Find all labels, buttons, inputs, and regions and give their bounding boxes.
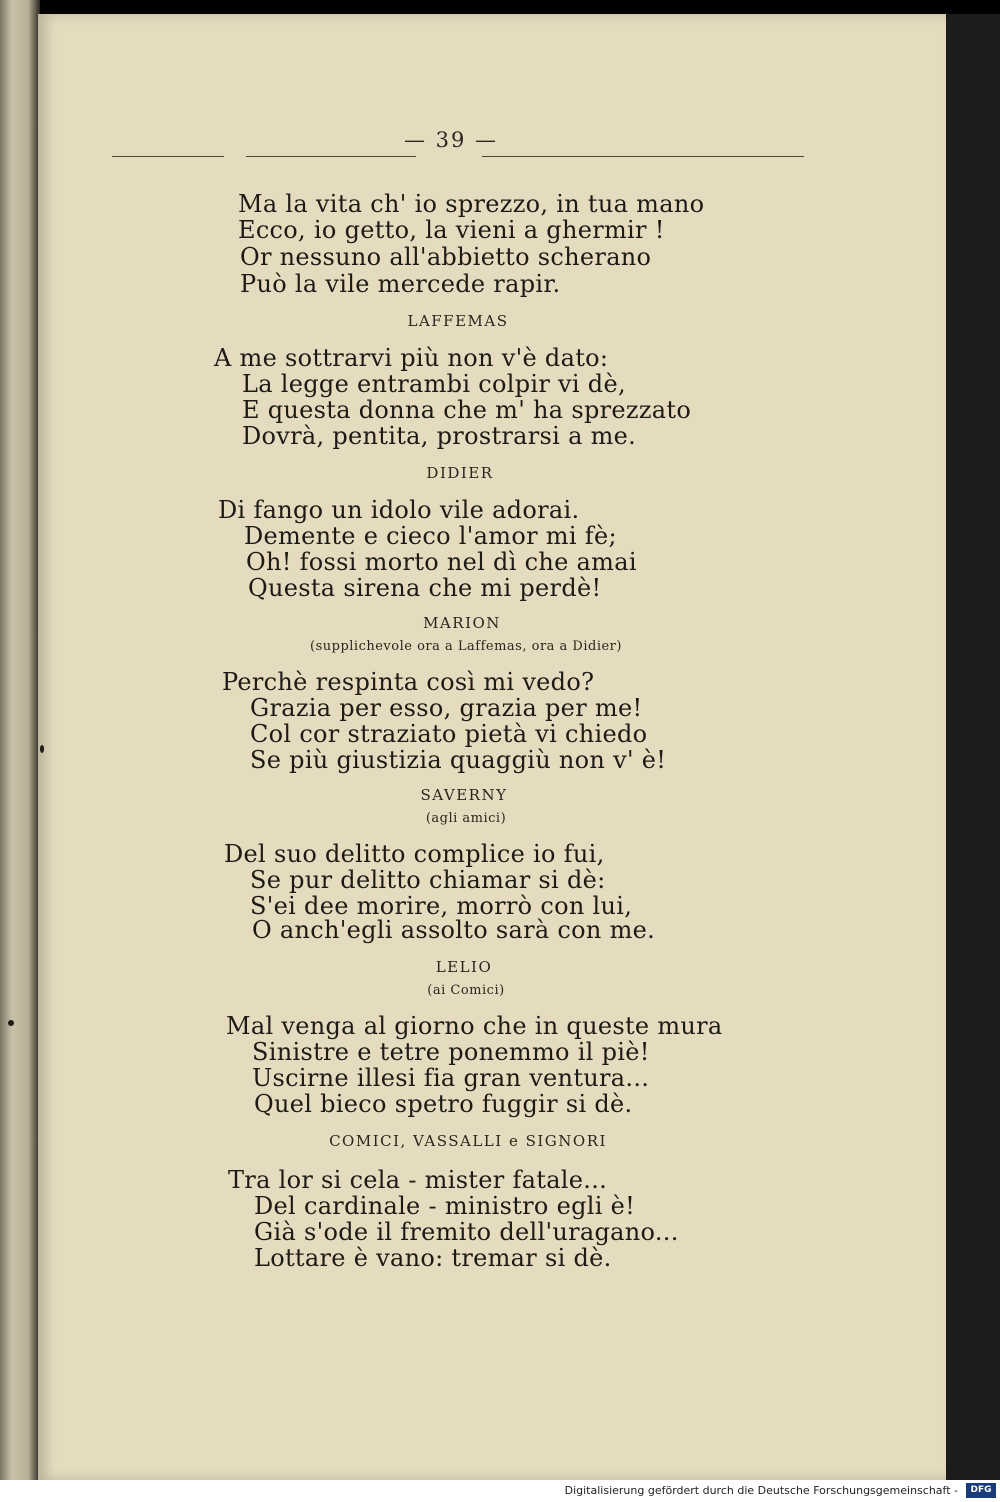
- verse-line: Perchè respinta così mi vedo?: [222, 668, 595, 696]
- stage-direction: (agli amici): [425, 811, 507, 826]
- verse-line: Ecco, io getto, la vieni a ghermir !: [238, 216, 665, 244]
- verse-line: Col cor straziato pietà vi chiedo: [250, 720, 648, 748]
- stage-direction: (ai Comici): [427, 983, 505, 998]
- dfg-logo: DFG: [966, 1483, 996, 1498]
- verse-line: Già s'ode il fremito dell'uragano...: [254, 1218, 679, 1246]
- verse-line: O anch'egli assolto sarà con me.: [252, 916, 656, 944]
- speaker-name: LAFFEMAS: [407, 312, 509, 330]
- verse-line: Mal venga al giorno che in queste mura: [226, 1012, 723, 1040]
- speaker-name: LELIO: [435, 958, 493, 976]
- verse-line: Quel bieco spetro fuggir si dè.: [254, 1090, 633, 1118]
- verse-line: Questa sirena che mi perdè!: [248, 574, 602, 602]
- verse-line: Oh! fossi morto nel dì che amai: [246, 548, 637, 576]
- verse-line: Può la vile mercede rapir.: [240, 270, 561, 298]
- verse-line: Del suo delitto complice io fui,: [224, 840, 605, 868]
- verse-line: La legge entrambi colpir vi dè,: [242, 370, 626, 398]
- speaker-name: COMICI, VASSALLI e SIGNORI: [329, 1132, 607, 1150]
- page-speck: [40, 745, 44, 753]
- verse-line: Del cardinale - ministro egli è!: [254, 1192, 636, 1220]
- verse-line: Lottare è vano: tremar si dè.: [254, 1244, 612, 1272]
- verse-line: E questa donna che m' ha sprezzato: [242, 396, 692, 424]
- verse-line: Di fango un idolo vile adorai.: [218, 496, 580, 524]
- scan-background: [946, 14, 1000, 1480]
- header-rule-left: [112, 156, 224, 157]
- speaker-name: SAVERNY: [420, 786, 508, 804]
- stage-direction: (supplichevole ora a Laffemas, ora a Didier): [310, 639, 622, 654]
- footer-bar: [0, 1480, 1000, 1502]
- header-rule-mid: [246, 156, 416, 157]
- verse-line: Demente e cieco l'amor mi fè;: [244, 522, 617, 550]
- speaker-name: DIDIER: [426, 464, 494, 482]
- verse-line: Se più giustizia quaggiù non v' è!: [250, 746, 667, 774]
- footer-credit: Digitalisierung gefördert durch die Deutsche Forschungsgemeinschaft -: [564, 1484, 958, 1497]
- verse-line: Se pur delitto chiamar si dè:: [250, 866, 606, 894]
- page-number: — 39 —: [403, 128, 499, 152]
- header-rule-right: [482, 156, 804, 157]
- verse-line: Sinistre e tetre ponemmo il piè!: [252, 1038, 650, 1066]
- verse-line: Grazia per esso, grazia per me!: [250, 694, 643, 722]
- verse-line: Uscirne illesi fia gran ventura...: [252, 1064, 650, 1092]
- verse-line: A me sottrarvi più non v'è dato:: [214, 344, 609, 372]
- speaker-name: MARION: [423, 614, 501, 632]
- verse-line: S'ei dee morire, morrò con lui,: [250, 892, 633, 920]
- verse-line: Tra lor si cela - mister fatale...: [228, 1166, 608, 1194]
- verse-line: Dovrà, pentita, prostrarsi a me.: [242, 422, 637, 450]
- verse-line: Ma la vita ch' io sprezzo, in tua mano: [238, 190, 705, 218]
- verse-line: Or nessuno all'abbietto scherano: [240, 243, 652, 271]
- page-speck: [8, 1020, 14, 1026]
- book-gutter: [0, 0, 40, 1480]
